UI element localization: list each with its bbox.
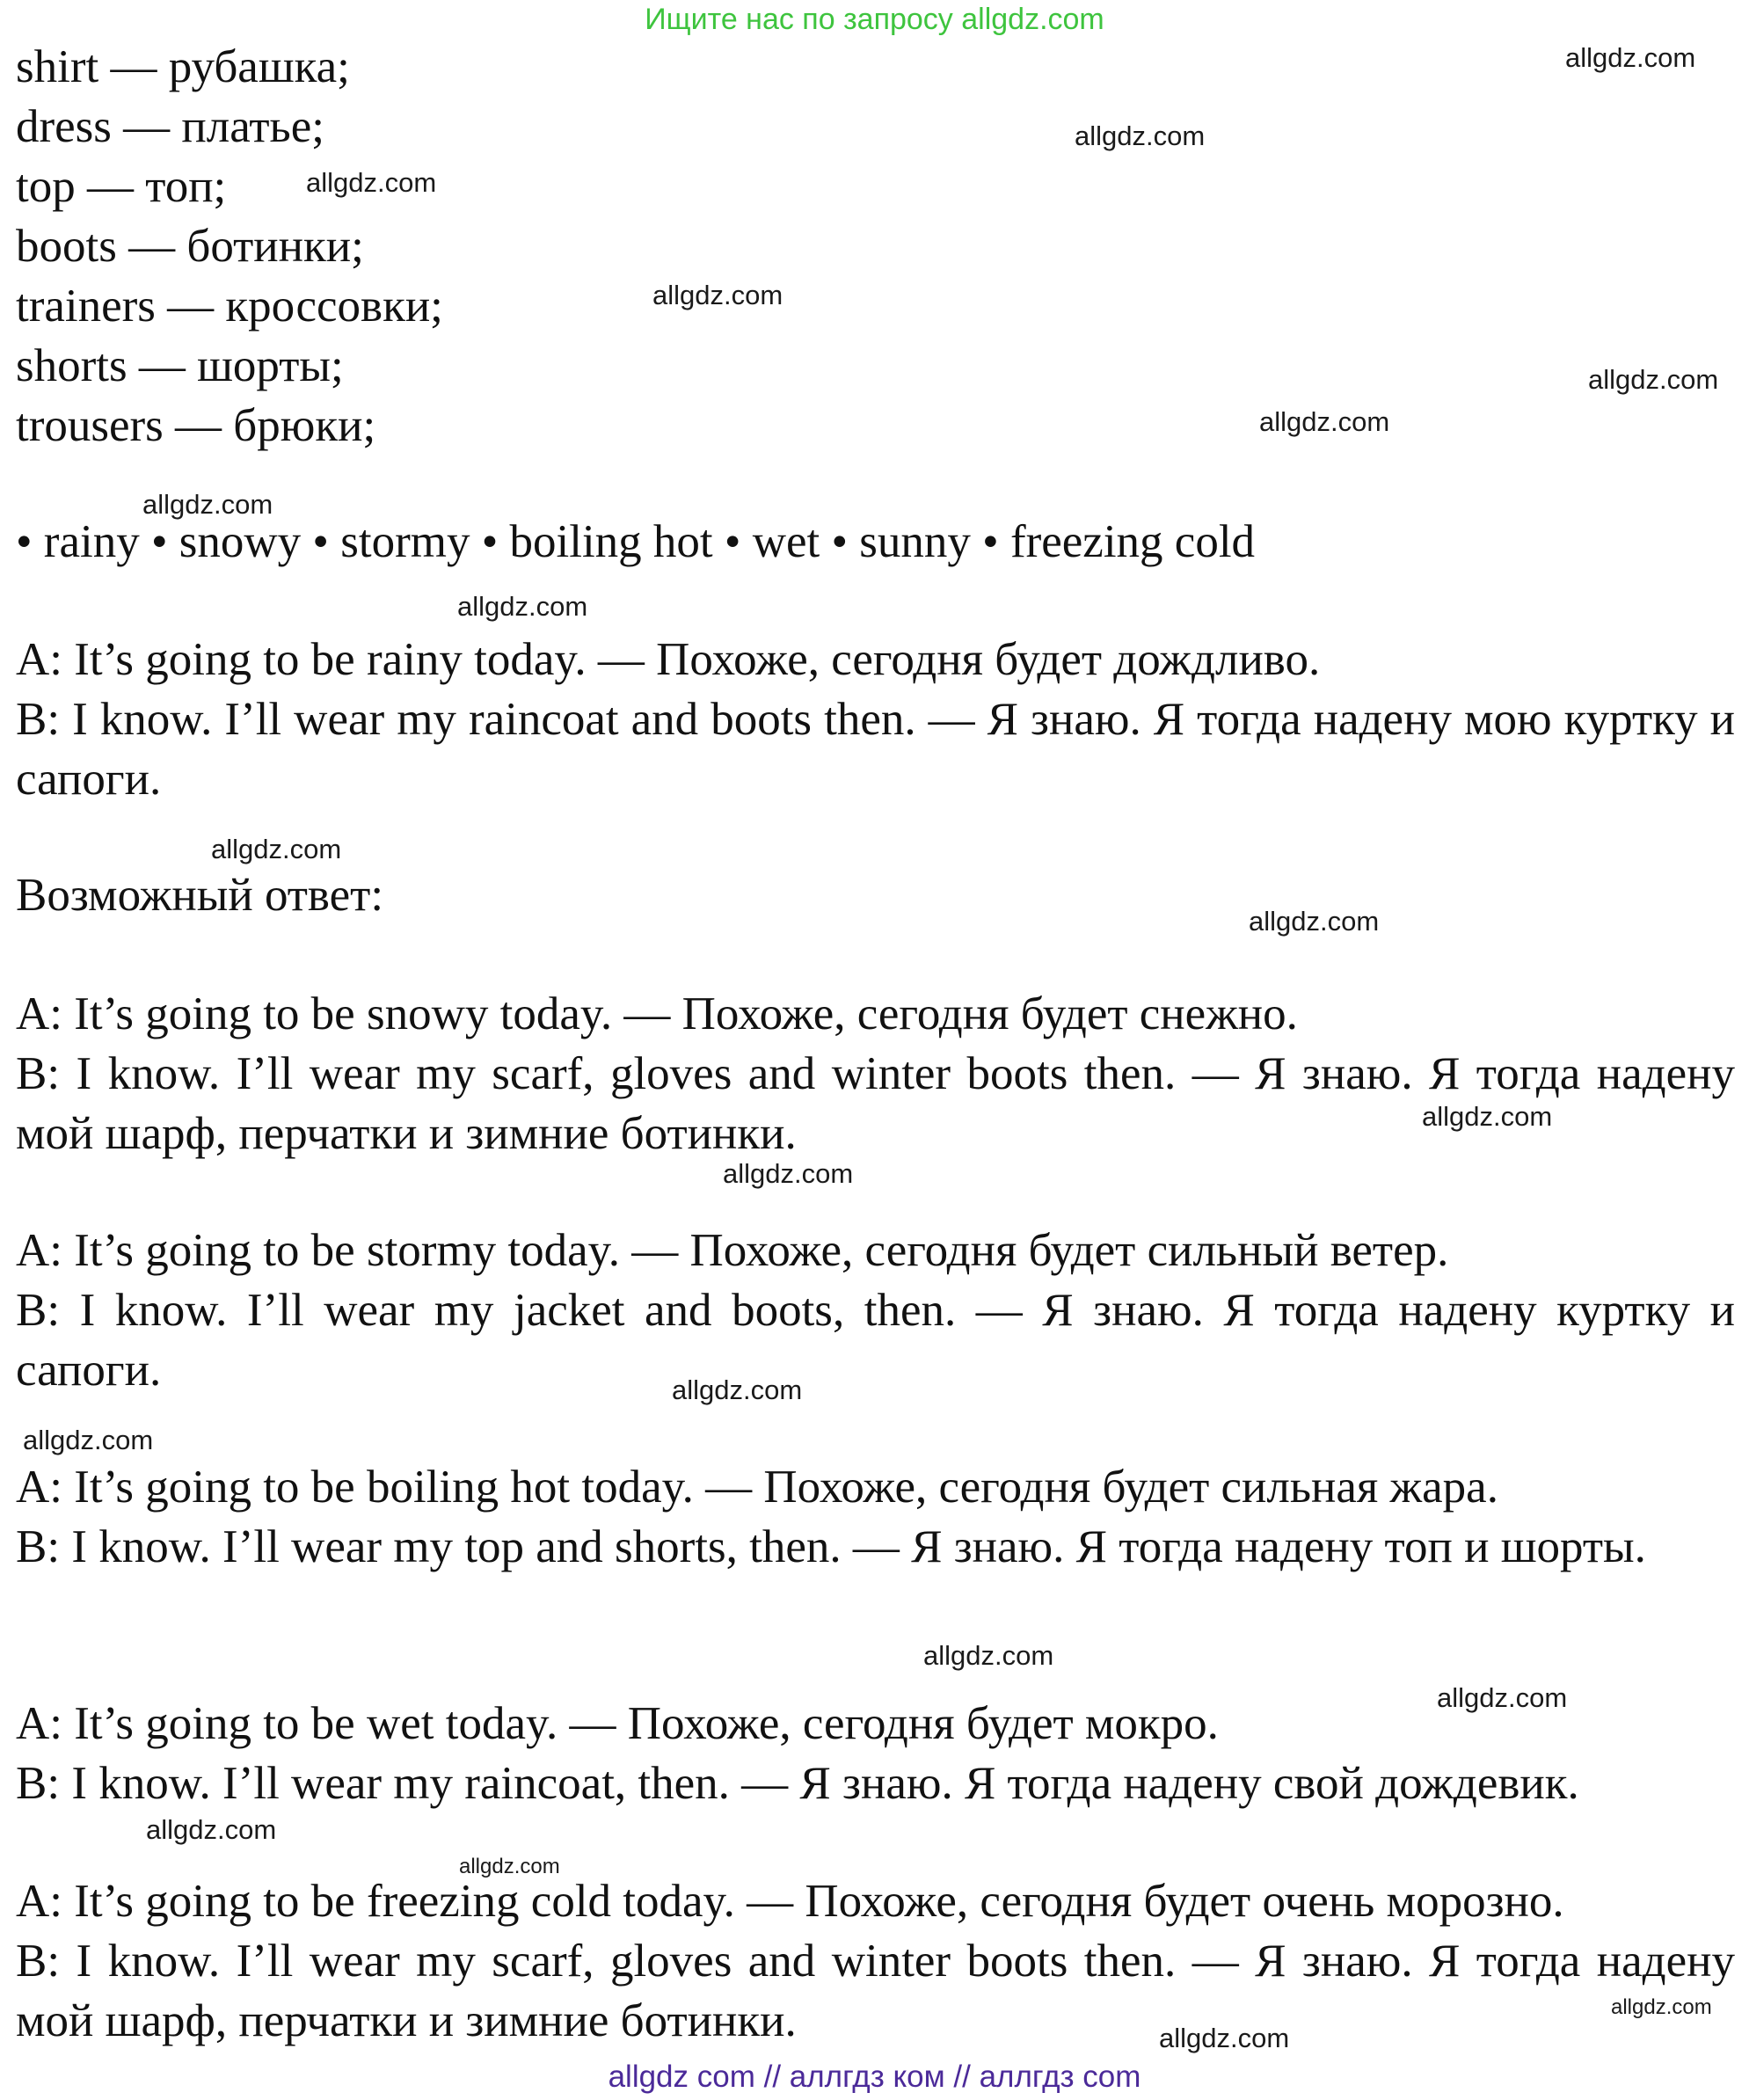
vocab-item: shirt — рубашка;: [16, 41, 350, 92]
vocab-item: boots — ботинки;: [16, 221, 364, 272]
vocab-item: top — топ;: [16, 161, 227, 212]
line-a: A: It’s going to be boiling hot today. — Похоже, сегодня будет сильная жара.: [16, 1462, 1498, 1513]
watermark: allgdz.com: [211, 834, 342, 864]
vocab-list: [16, 37, 1735, 456]
line-b: B: I know. I’ll wear my scarf, gloves and winter boots then. — Я знаю. Я тогда надену мой шарф, перчатки и зимние ботинки.: [16, 1048, 1735, 1159]
watermark: allgdz.com: [459, 1855, 560, 1878]
watermark: allgdz.com: [1259, 406, 1390, 437]
example-dialogue: [16, 630, 1735, 809]
line-b: B: I know. I’ll wear my raincoat and boots then. — Я знаю. Я тогда надену мою куртку и сапоги.: [16, 694, 1735, 805]
vocab-item: dress — платье;: [16, 101, 324, 152]
watermark: allgdz.com: [672, 1374, 803, 1405]
watermark: allgdz.com: [1611, 1995, 1712, 2019]
weather-words: • rainy • snowy • stormy • boiling hot • wet • sunny • freezing cold: [16, 516, 1256, 567]
site-banner: Ищите нас по запросу allgdz.com: [645, 3, 1104, 36]
line-a: A: It’s going to be stormy today. — Похоже, сегодня будет сильный ветер.: [16, 1225, 1449, 1276]
watermark: allgdz.com: [1565, 42, 1696, 73]
watermark: allgdz.com: [1588, 364, 1719, 395]
watermark: allgdz.com: [652, 280, 783, 310]
watermark: allgdz.com: [457, 591, 588, 622]
vocab-item: shorts — шорты;: [16, 340, 344, 391]
watermark: allgdz.com: [923, 1640, 1054, 1671]
line-b: B: I know. I’ll wear my raincoat, then. — Я знаю. Я тогда надену свой дождевик.: [16, 1758, 1579, 1809]
watermark: allgdz.com: [142, 489, 273, 520]
line-a: A: It’s going to be snowy today. — Похоже, сегодня будет снежно.: [16, 988, 1298, 1039]
answer-heading: Возможный ответ:: [16, 870, 384, 921]
watermark: allgdz.com: [146, 1814, 277, 1845]
dialogue-boiling-hot: [16, 1457, 1735, 1577]
site-footer: allgdz com // аллгдз ком // аллгдз com: [608, 2060, 1141, 2094]
watermark: allgdz.com: [1159, 2023, 1290, 2053]
watermark: allgdz.com: [1437, 1682, 1568, 1713]
dialogue-stormy: [16, 1221, 1735, 1400]
line-a: A: It’s going to be wet today. — Похоже, сегодня будет мокро.: [16, 1698, 1219, 1749]
dialogue-snowy: [16, 984, 1735, 1163]
line-b: B: I know. I’ll wear my scarf, gloves and winter boots then. — Я знаю. Я тогда надену мой шарф, перчатки и зимние ботинки.: [16, 1936, 1735, 2046]
watermark: allgdz.com: [1249, 906, 1380, 937]
watermark: allgdz.com: [1075, 120, 1206, 151]
vocab-item: trousers — брюки;: [16, 400, 376, 451]
watermark: allgdz.com: [23, 1425, 154, 1455]
line-a: A: It’s going to be freezing cold today. — Похоже, сегодня будет очень морозно.: [16, 1876, 1564, 1927]
dialogue-freezing-cold: [16, 1871, 1735, 2051]
watermark: allgdz.com: [723, 1158, 854, 1189]
line-b: B: I know. I’ll wear my top and shorts, then. — Я знаю. Я тогда надену топ и шорты.: [16, 1521, 1646, 1572]
line-a: A: It’s going to be rainy today. — Похоже, сегодня будет дождливо.: [16, 634, 1321, 685]
line-b: B: I know. I’ll wear my jacket and boots, then. — Я знаю. Я тогда надену куртку и сапоги.: [16, 1285, 1735, 1396]
watermark: allgdz.com: [1422, 1101, 1553, 1132]
vocab-item: trainers — кроссовки;: [16, 281, 443, 332]
watermark: allgdz.com: [306, 167, 437, 198]
